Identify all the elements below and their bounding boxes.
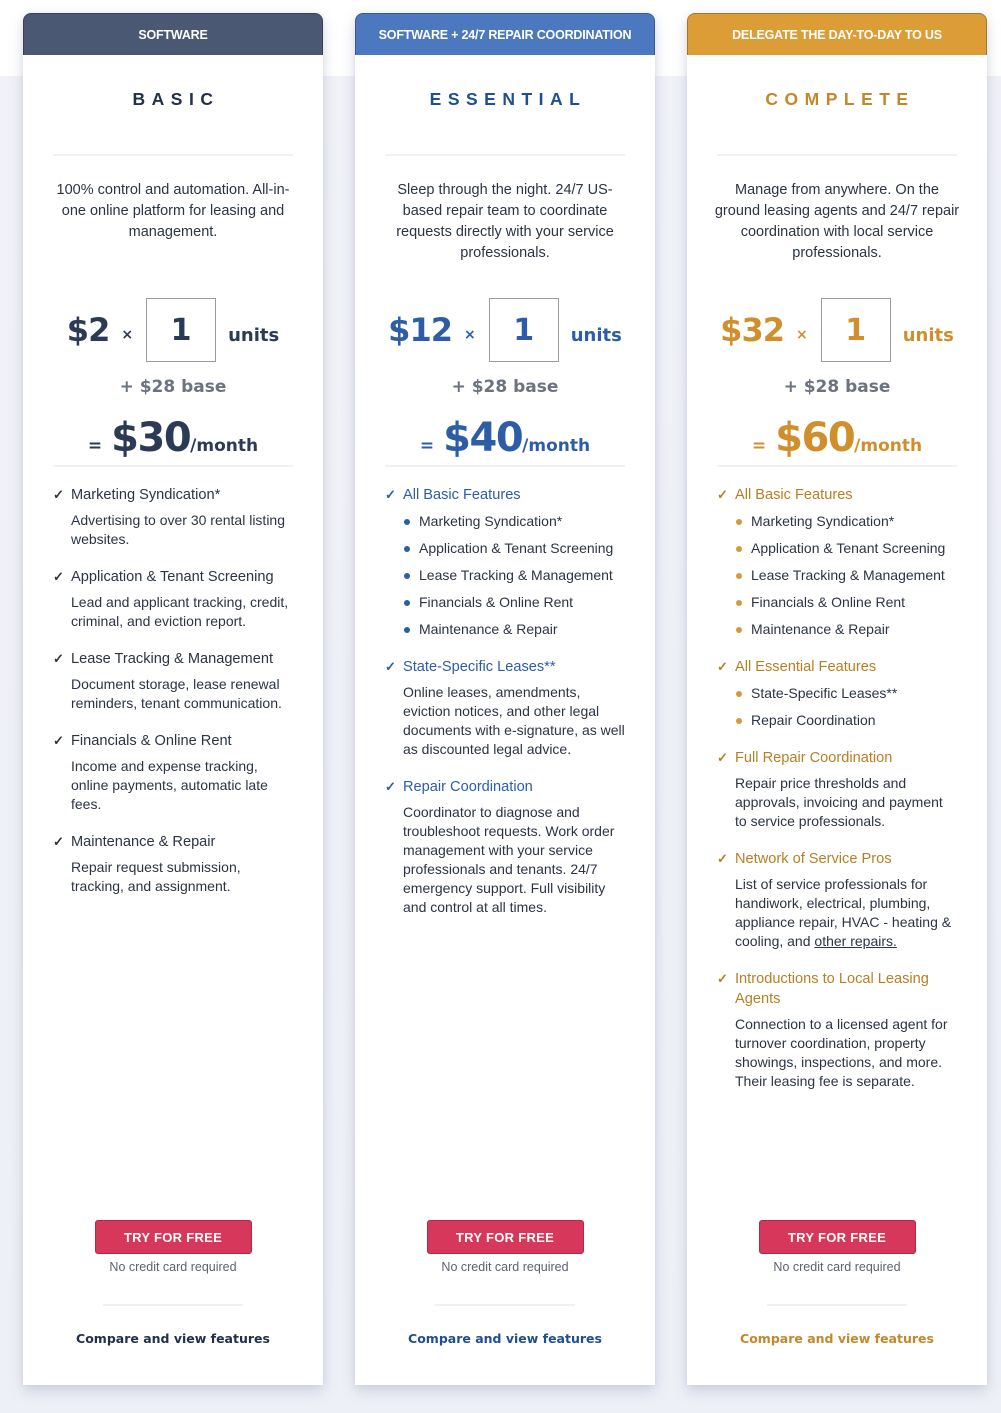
feature-item [53,649,293,713]
checkmark-icon: ✓ [385,659,396,674]
feature-item [53,485,293,549]
sub-feature-label: Maintenance & Repair [751,621,890,637]
divider [53,154,293,156]
feature-title: Introductions to Local Leasing Agents [735,971,929,1007]
sub-feature-item [403,620,625,639]
sub-feature-label: Marketing Syndication* [419,513,563,529]
plan-card-basic [23,13,323,1385]
compare-features-link[interactable]: Compare and view features [740,1331,934,1346]
sub-feature-item [735,512,957,531]
divider [103,1304,243,1306]
bullet-icon [404,519,410,525]
equals-sign: = [419,436,435,456]
divider [435,1304,575,1306]
plan-tagline: Sleep through the night. 24/7 US-based repair team to coordinate requests directly with your service professionals. [396,182,614,261]
feature-item [717,849,957,951]
divider [767,1304,907,1306]
multiply-icon: × [463,327,476,343]
try-for-free-button[interactable]: TRY FOR FREE [759,1220,916,1254]
divider [53,465,293,467]
per-month: /month [190,436,259,456]
feature-desc: Coordinator to diagnose and troubleshoot requests. Work order management with your service professionals and tenants. 24/7 emergency support. Full visibility and control at all times. [403,804,615,915]
sub-feature-label: State-Specific Leases** [751,685,898,701]
feature-list [53,485,293,896]
units-label: units [902,324,954,346]
sub-feature-label: Application & Tenant Screening [419,540,614,556]
feature-item [53,731,293,814]
sub-feature-item [735,620,957,639]
feature-list [385,485,625,917]
cta-area [23,1220,323,1346]
units-input[interactable] [821,298,891,362]
sub-feature-item [735,711,957,730]
try-for-free-button[interactable]: TRY FOR FREE [95,1220,252,1254]
checkmark-icon: ✓ [717,659,728,674]
bullet-icon [736,573,742,579]
plan-header: SOFTWARE [23,13,323,55]
feature-title: Full Repair Coordination [735,750,893,766]
per-month: /month [522,436,591,456]
checkmark-icon: ✓ [717,750,728,765]
sub-feature-label: Marketing Syndication* [751,513,895,529]
total-price [687,415,987,459]
feature-title: Repair Coordination [403,779,533,795]
sub-feature-label: Lease Tracking & Management [751,567,945,583]
unit-price: $32 [720,311,784,349]
sub-feature-list [717,512,957,639]
compare-features-link[interactable]: Compare and view features [76,1331,270,1346]
feature-item [385,777,625,917]
no-credit-card-note: No credit card required [109,1260,237,1274]
feature-desc: Income and expense tracking, online payments, automatic late fees. [71,758,268,812]
units-input[interactable] [489,298,559,362]
sub-feature-list [385,512,625,639]
bullet-icon [736,627,742,633]
plan-card-essential [355,13,655,1385]
feature-item [717,969,957,1091]
divider [717,154,957,156]
bullet-icon [404,600,410,606]
plan-header: DELEGATE THE DAY-TO-DAY TO US [687,13,987,55]
sub-feature-label: Lease Tracking & Management [419,567,613,583]
checkmark-icon: ✓ [385,779,396,794]
feature-desc: Repair price thresholds and approvals, invoicing and payment to service professionals. [735,775,943,829]
multiply-icon: × [795,327,808,343]
compare-features-link[interactable]: Compare and view features [408,1331,602,1346]
checkmark-icon: ✓ [717,851,728,866]
feature-title: Lease Tracking & Management [71,651,273,667]
checkmark-icon: ✓ [53,733,64,748]
price-calculator [687,298,987,362]
sub-feature-label: Financials & Online Rent [751,594,906,610]
units-input[interactable] [146,298,216,362]
equals-sign: = [87,436,103,456]
feature-title: All Basic Features [403,487,521,503]
feature-title: Maintenance & Repair [71,834,216,850]
base-fee: + $28 base [783,377,891,397]
feature-list [717,485,957,1091]
plan-header: SOFTWARE + 24/7 REPAIR COORDINATION [355,13,655,55]
units-label: units [228,324,280,346]
plan-name: COMPLETE [765,89,915,109]
cta-area [355,1220,655,1346]
feature-title: Marketing Syndication* [71,487,221,503]
per-month: /month [854,436,923,456]
checkmark-icon: ✓ [717,487,728,502]
bullet-icon [736,691,742,697]
feature-title: Application & Tenant Screening [71,569,274,585]
no-credit-card-note: No credit card required [773,1260,901,1274]
bullet-icon [736,718,742,724]
feature-desc: Connection to a licensed agent for turnover coordination, property showings, inspections, and more. Their leasing fee is separate. [735,1016,948,1089]
sub-feature-label: Maintenance & Repair [419,621,558,637]
feature-title: Financials & Online Rent [71,733,232,749]
feature-title: Network of Service Pros [735,851,892,867]
sub-feature-list [717,684,957,730]
sub-feature-item [403,539,625,558]
feature-desc: Lead and applicant tracking, credit, criminal, and eviction report. [71,594,289,629]
bullet-icon [736,600,742,606]
total-price [355,415,655,459]
feature-item [717,748,957,831]
divider [717,465,957,467]
feature-item [385,485,625,639]
divider [385,465,625,467]
bullet-icon [404,546,410,552]
feature-desc [717,875,957,951]
total-amount: $60 [775,415,855,461]
sub-feature-label: Repair Coordination [751,712,876,728]
checkmark-icon: ✓ [385,487,396,502]
feature-item [385,657,625,759]
checkmark-icon: ✓ [53,569,64,584]
total-price [23,415,323,459]
feature-item [717,657,957,730]
feature-item [53,832,293,896]
feature-desc: Document storage, lease renewal reminders, tenant communication. [71,676,282,711]
base-fee: + $28 base [119,377,227,397]
sub-feature-item [735,593,957,612]
plan-card-complete [687,13,987,1385]
feature-desc: Repair request submission, tracking, and assignment. [71,859,241,894]
plan-name: ESSENTIAL [429,89,587,109]
feature-title: All Essential Features [735,659,877,675]
other-repairs-link[interactable]: other repairs. [814,933,897,949]
total-amount: $30 [111,415,191,461]
total-amount: $40 [443,415,523,461]
plan-tagline: Manage from anywhere. On the ground leasing agents and 24/7 repair coordination with local service professionals. [714,182,960,261]
units-label: units [570,324,622,346]
feature-title: State-Specific Leases** [403,659,556,675]
base-fee: + $28 base [451,377,559,397]
checkmark-icon: ✓ [53,487,64,502]
feature-desc: Advertising to over 30 rental listing websites. [71,512,285,547]
multiply-icon: × [121,327,134,343]
price-calculator [23,298,323,362]
equals-sign: = [751,436,767,456]
divider [385,154,625,156]
bullet-icon [404,627,410,633]
checkmark-icon: ✓ [717,971,728,986]
plan-tagline: 100% control and automation. All-in-one online platform for leasing and management. [56,182,290,240]
sub-feature-item [735,539,957,558]
try-for-free-button[interactable]: TRY FOR FREE [427,1220,584,1254]
checkmark-icon: ✓ [53,834,64,849]
no-credit-card-note: No credit card required [441,1260,569,1274]
bullet-icon [404,573,410,579]
bullet-icon [736,519,742,525]
sub-feature-item [735,684,957,703]
sub-feature-item [403,566,625,585]
bullet-icon [736,546,742,552]
sub-feature-label: Application & Tenant Screening [751,540,946,556]
feature-desc-text: List of service professionals for handiwork, electrical, plumbing, appliance repair, HVAC - heating & cooling, and [735,876,952,949]
feature-title: All Basic Features [735,487,853,503]
cta-area [687,1220,987,1346]
unit-price: $2 [66,311,110,349]
feature-desc: Online leases, amendments, eviction notices, and other legal documents with e-signature, as well as discounted legal advice. [403,684,625,757]
unit-price: $12 [388,311,452,349]
sub-feature-item [403,512,625,531]
sub-feature-item [403,593,625,612]
price-calculator [355,298,655,362]
feature-item [53,567,293,631]
plan-name: BASIC [132,89,220,109]
sub-feature-item [735,566,957,585]
feature-item [717,485,957,639]
checkmark-icon: ✓ [53,651,64,666]
sub-feature-label: Financials & Online Rent [419,594,574,610]
